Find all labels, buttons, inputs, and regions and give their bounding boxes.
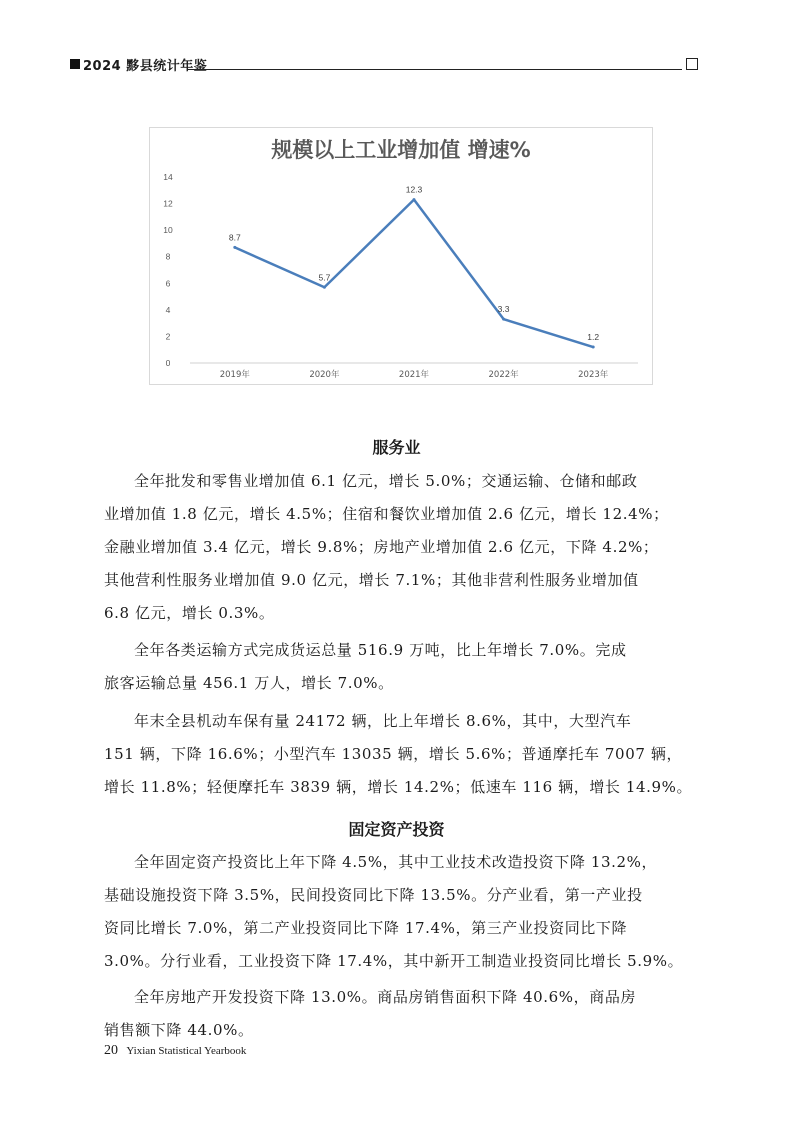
- section-title-services: 服务业: [372, 438, 421, 457]
- section-title-fixed-investment: 固定资产投资: [348, 820, 445, 839]
- text-line: 旅客运输总量 456.1 万人，增长 7.0%。: [104, 674, 394, 692]
- chart-plot: [150, 128, 652, 384]
- paragraph-services-3: [104, 705, 694, 804]
- y-tick-label: 12: [163, 198, 173, 209]
- text-line: 其他营利性服务业增加值 9.0 亿元，增长 7.1%；其他非营利性服务业增加值: [104, 571, 639, 589]
- paragraph-investment-2: [104, 981, 694, 1047]
- x-tick-label: 2021年: [398, 370, 430, 380]
- x-tick-label: 2019年: [219, 370, 250, 380]
- text-line: 金融业增加值 3.4 亿元，增长 9.8%；房地产业增加值 2.6 亿元，下降 4.2%；: [104, 538, 659, 556]
- header-title: 2024 黟县统计年鉴: [83, 59, 208, 74]
- footer-text: Yixian Statistical Yearbook: [126, 1045, 247, 1057]
- text-line: 增长 11.8%；轻便摩托车 3839 辆，增长 14.2%；低速车 116 辆，增长 14.9%。: [104, 778, 693, 796]
- data-point: [233, 246, 236, 249]
- text-line: 基础设施投资下降 3.5%，民间投资同比下降 13.5%。分产业看，第一产业投: [104, 886, 643, 904]
- running-header: [70, 54, 698, 74]
- data-label: 12.3: [405, 184, 423, 195]
- y-tick-label: 0: [165, 358, 171, 368]
- data-point: [592, 346, 595, 349]
- series-line: [235, 200, 593, 347]
- y-tick-label: 6: [165, 278, 171, 289]
- data-label: 5.7: [318, 272, 331, 283]
- text-line: 全年批发和零售业增加值 6.1 亿元，增长 5.0%；交通运输、仓储和邮政: [134, 472, 638, 490]
- header-box-icon: [686, 58, 698, 70]
- paragraph-services-2: [104, 634, 694, 700]
- y-tick-label: 4: [165, 304, 171, 315]
- data-point: [502, 318, 505, 321]
- header-rule: [188, 69, 682, 70]
- text-line: 3.0%。分行业看，工业投资下降 17.4%，其中新开工制造业投资同比增长 5.9%。: [104, 952, 684, 970]
- data-label: 1.2: [587, 332, 600, 343]
- data-label: 3.3: [497, 304, 510, 315]
- paragraph-investment-1: [104, 846, 694, 978]
- y-tick-label: 8: [165, 251, 171, 262]
- text-line: 151 辆，下降 16.6%；小型汽车 13035 辆，增长 5.6%；普通摩托车 7007 辆，: [104, 745, 683, 763]
- text-line: 6.8 亿元，增长 0.3%。: [104, 604, 275, 622]
- y-tick-label: 14: [163, 172, 173, 182]
- y-tick-label: 2: [165, 331, 171, 342]
- data-label: 8.7: [228, 232, 241, 243]
- x-tick-label: 2020年: [309, 370, 340, 380]
- data-point: [413, 198, 416, 201]
- line-chart: [149, 127, 653, 385]
- x-tick-label: 2023年: [578, 370, 609, 380]
- text-line: 全年房地产开发投资下降 13.0%。商品房销售面积下降 40.6%，商品房: [134, 988, 637, 1006]
- page-number: 20: [104, 1043, 118, 1058]
- text-line: 销售额下降 44.0%。: [104, 1021, 254, 1039]
- y-tick-label: 10: [163, 225, 173, 236]
- text-line: 业增加值 1.8 亿元，增长 4.5%；住宿和餐饮业增加值 2.6 亿元，增长 12.4%；: [104, 505, 669, 523]
- text-line: 全年各类运输方式完成货运总量 516.9 万吨，比上年增长 7.0%。完成: [134, 641, 627, 659]
- page-footer: [104, 1043, 246, 1059]
- header-square-bullet: [70, 59, 80, 69]
- text-line: 全年固定资产投资比上年下降 4.5%，其中工业技术改造投资下降 13.2%，: [134, 853, 658, 871]
- chart-title: 规模以上工业增加值 增速%: [271, 138, 531, 162]
- text-line: 资同比增长 7.0%，第二产业投资同比下降 17.4%，第三产业投资同比下降: [104, 919, 628, 937]
- x-tick-label: 2022年: [488, 370, 519, 380]
- paragraph-services-1: [104, 465, 694, 630]
- data-point: [323, 286, 326, 289]
- text-line: 年末全县机动车保有量 24172 辆，比上年增长 8.6%，其中，大型汽车: [134, 712, 632, 730]
